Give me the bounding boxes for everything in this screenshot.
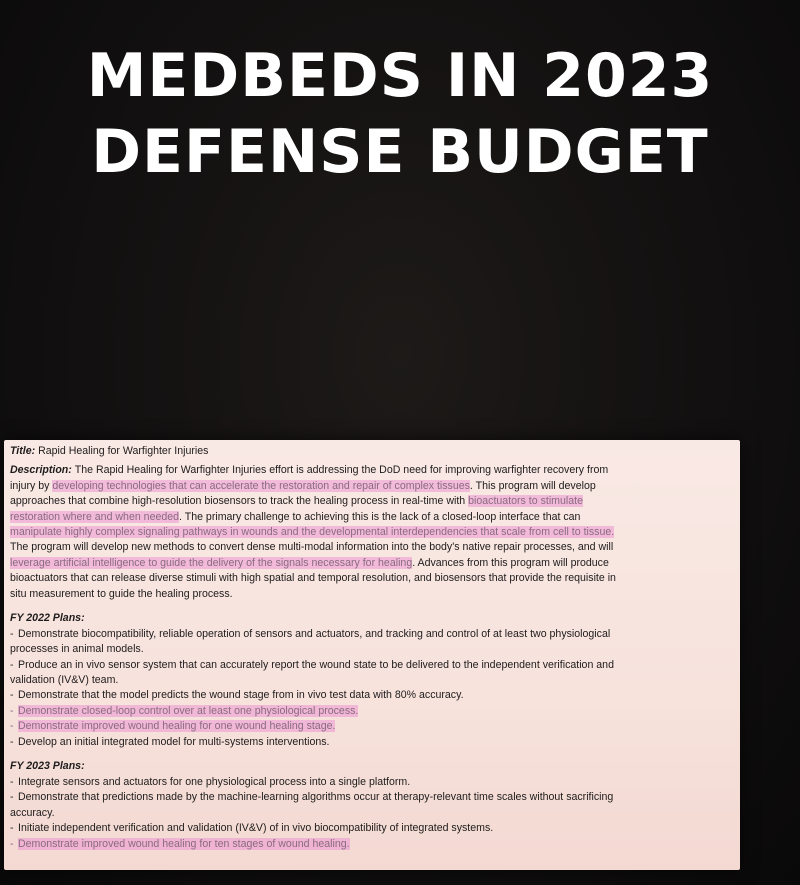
fy2022-item	[10, 719, 736, 734]
description-text: The program will develop new methods to convert dense multi-modal information into the body's native repair processes, and will	[10, 541, 614, 554]
bullet-dash: -	[10, 791, 14, 804]
fy2022-item-text: Produce an in vivo sensor system that can accurately report the wound state to be delivered to the independent verification and	[18, 658, 614, 671]
bullet-dash: -	[10, 735, 14, 748]
fy2023-plans-list	[10, 775, 736, 852]
fy2022-item	[10, 735, 736, 750]
bullet-dash: -	[10, 720, 14, 733]
headline	[0, 38, 800, 190]
fy2022-item	[10, 627, 736, 642]
bullet-dash: -	[10, 689, 14, 702]
description-block	[10, 463, 736, 602]
description-line	[10, 571, 736, 586]
budget-document-sheet	[4, 440, 740, 870]
document-body	[10, 444, 736, 852]
description-line	[10, 587, 736, 602]
bullet-dash: -	[10, 704, 14, 717]
description-line	[10, 525, 736, 540]
highlighted-text: Demonstrate closed-loop control over at least one physiological process.	[18, 704, 359, 717]
headline-line-1: MEDBEDS IN 2023	[86, 41, 714, 111]
description-line	[10, 510, 736, 525]
highlighted-text: developing technologies that can accelerate the restoration and repair of complex tissues	[52, 479, 470, 492]
fy2022-item-text: Develop an initial integrated model for multi-systems interventions.	[18, 735, 330, 748]
highlighted-text: Demonstrate improved wound healing for one wound healing stage.	[18, 720, 336, 733]
fy2023-item	[10, 837, 736, 852]
fy2023-plans-title: FY 2023 Plans:	[10, 760, 85, 773]
fy2023-item	[10, 775, 736, 790]
bullet-dash: -	[10, 627, 14, 640]
bullet-dash: -	[10, 822, 14, 835]
highlighted-text: leverage artificial intelligence to guide the delivery of the signals necessary for healing	[10, 556, 413, 569]
description-line	[10, 463, 736, 478]
fy2023-item	[10, 790, 736, 805]
fy2022-item	[10, 642, 736, 657]
description-text: situ measurement to guide the healing process.	[10, 587, 233, 600]
description-text: injury by	[10, 479, 53, 492]
highlighted-text: bioactuators to stimulate	[468, 495, 583, 508]
description-text: . The primary challenge to achieving this is the lack of a closed-loop interface that can	[179, 510, 581, 523]
description-label: Description:	[10, 464, 75, 477]
fy2022-item-text: Demonstrate biocompatibility, reliable operation of sensors and actuators, and tracking and control of at least two physiological	[18, 627, 611, 640]
highlighted-text: restoration where and when needed	[10, 510, 180, 523]
fy2023-item-text: Demonstrate that predictions made by the machine-learning algorithms occur at therapy-relevant time scales without sacrificing	[18, 791, 614, 804]
title-row	[10, 444, 736, 459]
fy2022-item	[10, 658, 736, 673]
bullet-dash: -	[10, 776, 14, 789]
bullet-dash: -	[10, 658, 14, 671]
highlighted-text: manipulate highly complex signaling pathways in wounds and the developmental interdependencies that scale from cell to tissue.	[10, 525, 615, 538]
fy2022-item	[10, 688, 736, 703]
fy2023-item-text: Initiate independent verification and validation (IV&V) of in vivo biocompatibility of integrated systems.	[18, 822, 494, 835]
highlighted-text: Demonstrate improved wound healing for ten stages of wound healing.	[18, 837, 350, 850]
fy2022-item-text: validation (IV&V) team.	[10, 674, 119, 687]
fy2022-plans-list	[10, 627, 736, 750]
description-line	[10, 494, 736, 509]
fy2023-item	[10, 806, 736, 821]
description-line	[10, 479, 736, 494]
description-text: . Advances from this program will produce	[412, 556, 609, 569]
description-line	[10, 556, 736, 571]
fy2022-item	[10, 704, 736, 719]
description-text: bioactuators that can release diverse stimuli with high spatial and temporal resolution, and biosensors that provide the requisite in	[10, 572, 616, 585]
description-line	[10, 540, 736, 555]
fy2022-item	[10, 673, 736, 688]
fy2022-item-text: Demonstrate that the model predicts the wound stage from in vivo test data with 80% accuracy.	[18, 689, 464, 702]
title-value: Rapid Healing for Warfighter Injuries	[38, 445, 209, 457]
fy2023-item-text: accuracy.	[10, 806, 55, 819]
headline-line-2: DEFENSE BUDGET	[91, 117, 709, 187]
description-text: approaches that combine high-resolution biosensors to track the healing process in real-time with	[10, 495, 469, 508]
fy2023-item-text: Integrate sensors and actuators for one physiological process into a single platform.	[18, 776, 411, 789]
fy2022-plans-title: FY 2022 Plans:	[10, 611, 85, 624]
bullet-dash: -	[10, 837, 14, 850]
fy2023-item	[10, 821, 736, 836]
description-text: The Rapid Healing for Warfighter Injuries effort is addressing the DoD need for improving warfighter recovery from	[74, 464, 609, 477]
description-text: . This program will develop	[469, 479, 596, 492]
fy2022-item-text: processes in animal models.	[10, 643, 144, 656]
title-label: Title:	[10, 445, 36, 457]
